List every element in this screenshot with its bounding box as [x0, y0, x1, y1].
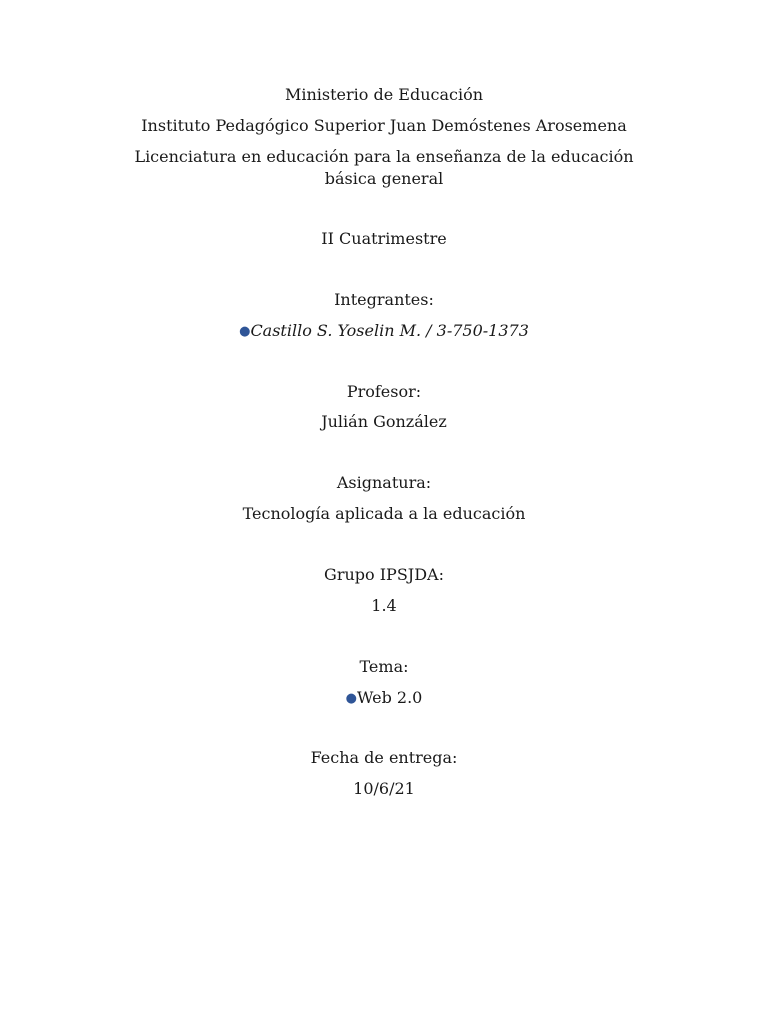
group-value: 1.4: [371, 596, 397, 615]
due-date-value: 10/6/21: [353, 779, 415, 798]
ministry-title: Ministerio de Educación: [284, 85, 484, 104]
member-name: Castillo S. Yoselin M. / 3-750-1373: [250, 321, 529, 340]
due-date-label: Fecha de entrega:: [310, 748, 458, 767]
topic-list-item: [100, 687, 668, 710]
topic-label: Tema:: [359, 657, 409, 676]
bullet-icon: ●: [345, 691, 357, 706]
members-label: Integrantes:: [334, 290, 434, 309]
subject-label: Asignatura:: [336, 473, 432, 492]
degree-title: Licenciatura en educación para la enseñanza de la educación básica general: [134, 147, 634, 188]
bullet-icon: ●: [239, 324, 251, 339]
professor-label: Profesor:: [346, 382, 422, 401]
subject-value: Tecnología aplicada a la educación: [242, 504, 526, 523]
member-list-item: [100, 320, 668, 343]
topic-value: Web 2.0: [356, 688, 423, 707]
professor-name: Julián González: [321, 412, 447, 431]
institute-title: Instituto Pedagógico Superior Juan Demóstenes Arosemena: [141, 116, 627, 135]
term-title: II Cuatrimestre: [321, 229, 447, 248]
group-label: Grupo IPSJDA:: [324, 565, 444, 584]
